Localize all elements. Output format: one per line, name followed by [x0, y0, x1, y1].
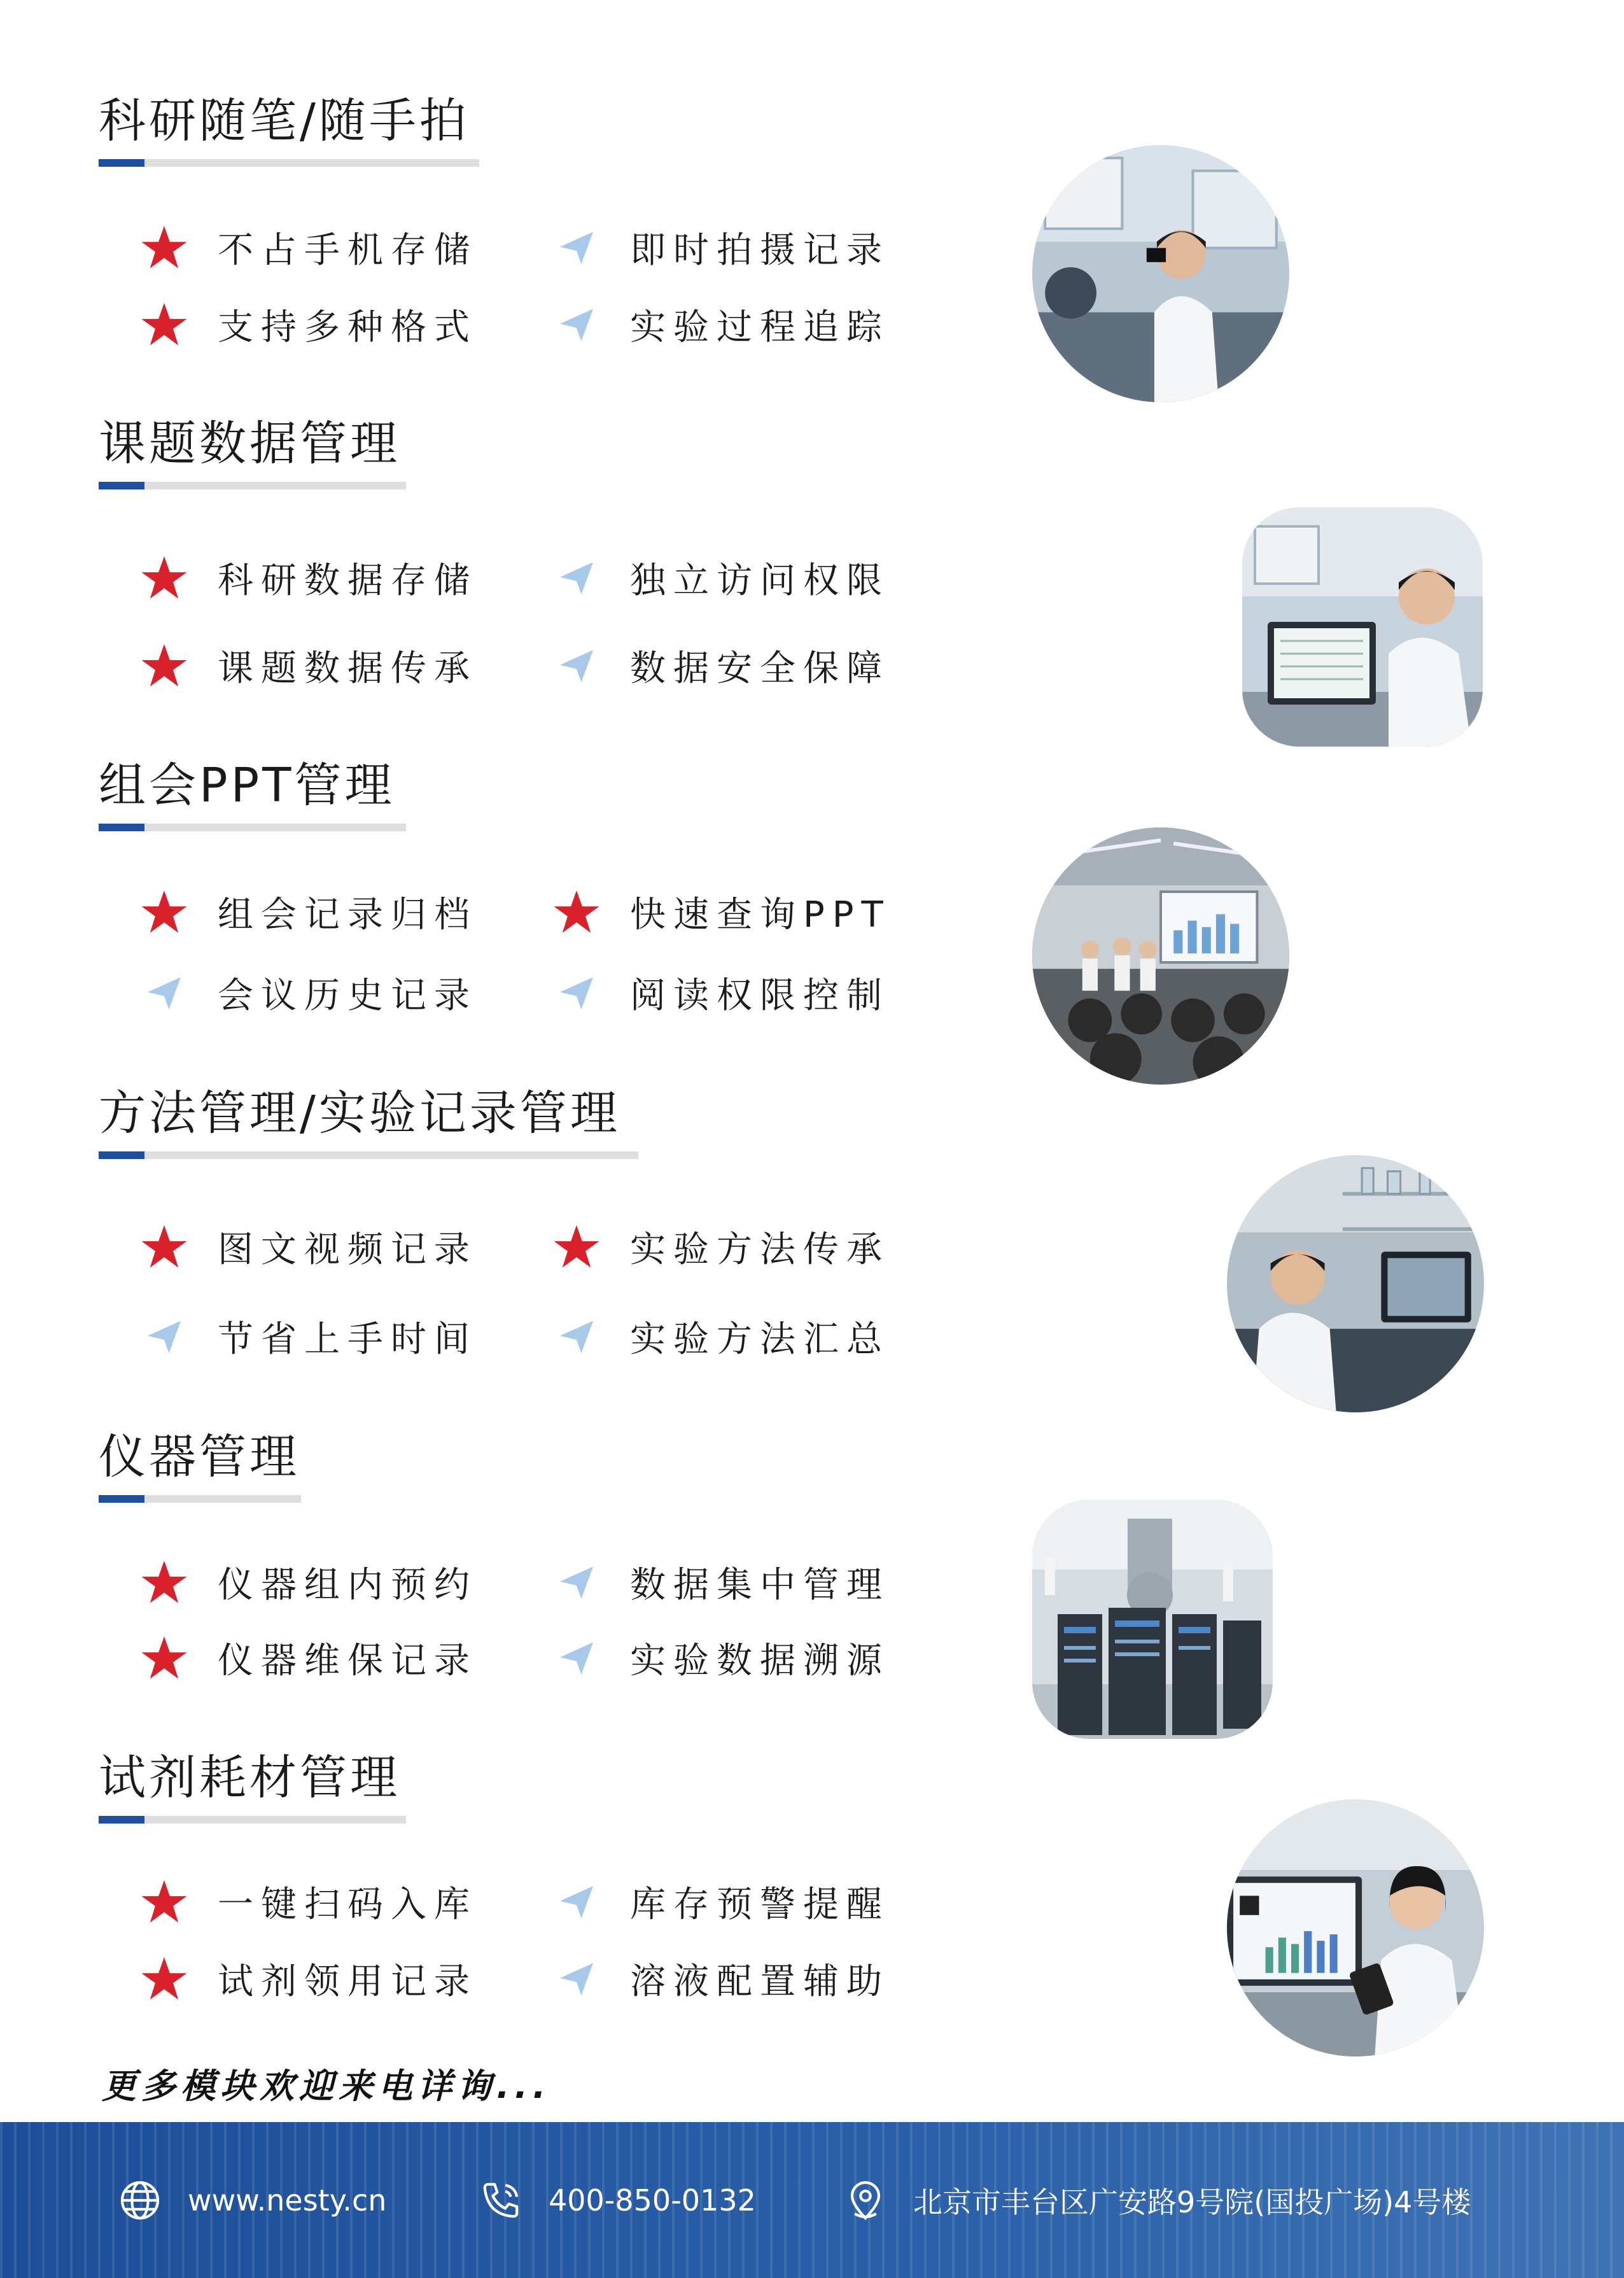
title-underline — [99, 482, 406, 489]
address-text: 北京市丰台区广安路9号院(国投广场)4号楼 — [913, 2184, 1471, 2219]
feature-label: 仪器组内预约 — [218, 1564, 477, 1606]
feature-item — [139, 299, 477, 350]
photo-scientist-computer — [1227, 1155, 1484, 1412]
feature-label: 科研数据存储 — [218, 560, 477, 601]
feature-item — [139, 1953, 477, 2004]
feature-item — [551, 1633, 890, 1684]
section-title: 组会PPT管理 — [99, 758, 395, 813]
red-star-icon — [139, 299, 190, 350]
section-title: 科研随笔/随手拍 — [99, 94, 470, 148]
feature-label: 不占手机存储 — [218, 230, 477, 271]
section-title: 课题数据管理 — [99, 416, 400, 471]
red-star-icon — [139, 1557, 190, 1608]
feature-label: 仪器维保记录 — [218, 1640, 477, 1682]
red-star-icon — [139, 1876, 190, 1927]
photo-scientist-phone — [1032, 145, 1289, 402]
title-underline — [99, 159, 479, 167]
photo-instrument-server — [1032, 1500, 1273, 1739]
arrow-icon — [551, 1633, 602, 1684]
photo-scientist-tablet — [1227, 1799, 1484, 2057]
red-star-icon — [139, 887, 190, 938]
phone-text: 400-850-0132 — [549, 2183, 756, 2218]
feature-item — [551, 887, 891, 938]
red-star-icon — [139, 1953, 190, 2004]
arrow-icon — [551, 1311, 602, 1362]
feature-item — [551, 1876, 890, 1927]
feature-label: 独立访问权限 — [630, 560, 890, 601]
red-star-icon — [139, 1633, 190, 1684]
arrow-icon — [551, 1953, 602, 2004]
feature-label: 会议历史记录 — [218, 975, 477, 1016]
more-modules-text: 更多模块欢迎来电详询... — [102, 2066, 551, 2106]
feature-label: 图文视频记录 — [218, 1229, 477, 1270]
feature-label: 课题数据传承 — [218, 648, 477, 689]
feature-item — [551, 222, 890, 273]
footer-address — [843, 2122, 1471, 2278]
title-underline — [99, 1495, 301, 1503]
feature-item — [139, 1221, 477, 1272]
feature-item — [139, 1311, 477, 1362]
section-title: 试剂耗材管理 — [99, 1750, 400, 1805]
feature-item — [551, 1557, 890, 1608]
feature-label: 数据集中管理 — [630, 1564, 890, 1606]
arrow-icon — [551, 299, 602, 350]
red-star-icon — [139, 222, 190, 273]
globe-icon — [118, 2178, 162, 2223]
section-title: 仪器管理 — [99, 1430, 300, 1484]
photo-scientist-laptop — [1242, 507, 1483, 747]
feature-label: 实验过程追踪 — [630, 307, 890, 348]
feature-item — [551, 967, 890, 1018]
title-underline — [99, 1151, 638, 1159]
feature-label: 支持多种格式 — [218, 307, 477, 348]
arrow-icon — [551, 1557, 602, 1608]
red-star-icon — [139, 1221, 190, 1272]
arrow-icon — [551, 552, 602, 603]
section-title: 方法管理/实验记录管理 — [99, 1086, 620, 1141]
feature-label: 一键扫码入库 — [218, 1884, 477, 1925]
feature-item — [139, 887, 477, 938]
feature-item — [551, 552, 890, 603]
red-star-icon — [551, 887, 602, 938]
red-star-icon — [551, 1221, 602, 1272]
feature-item — [551, 1953, 890, 2004]
photo-group-meeting — [1032, 827, 1289, 1085]
title-underline — [99, 824, 406, 831]
feature-item — [139, 1557, 477, 1608]
location-pin-icon — [843, 2178, 888, 2223]
footer-bar — [0, 2122, 1624, 2278]
feature-label: 实验数据溯源 — [630, 1640, 890, 1682]
feature-item — [139, 1633, 477, 1684]
arrow-icon — [551, 967, 602, 1018]
arrow-icon — [551, 222, 602, 273]
feature-item — [139, 640, 477, 691]
feature-item — [139, 1876, 477, 1927]
red-star-icon — [139, 640, 190, 691]
arrow-icon — [551, 1876, 602, 1927]
feature-label: 阅读权限控制 — [630, 975, 890, 1016]
feature-item — [139, 967, 477, 1018]
feature-label: 实验方法传承 — [630, 1229, 890, 1270]
feature-label: 实验方法汇总 — [630, 1319, 890, 1360]
arrow-icon — [139, 967, 190, 1018]
feature-item — [551, 1221, 890, 1272]
footer-phone[interactable] — [479, 2122, 756, 2278]
feature-label: 快速查询PPT — [630, 894, 891, 936]
feature-item — [139, 552, 477, 603]
red-star-icon — [139, 552, 190, 603]
phone-icon — [479, 2178, 523, 2223]
feature-label: 数据安全保障 — [630, 648, 890, 689]
arrow-icon — [139, 1311, 190, 1362]
feature-item — [551, 299, 890, 350]
feature-label: 试剂领用记录 — [218, 1961, 477, 2002]
website-text: www.nesty.cn — [188, 2183, 387, 2218]
feature-item — [551, 640, 890, 691]
feature-label: 溶液配置辅助 — [630, 1961, 890, 2002]
feature-label: 即时拍摄记录 — [630, 230, 890, 271]
feature-label: 组会记录归档 — [218, 894, 477, 936]
arrow-icon — [551, 640, 602, 691]
feature-label: 节省上手时间 — [218, 1319, 477, 1360]
title-underline — [99, 1816, 406, 1824]
feature-label: 库存预警提醒 — [630, 1884, 890, 1925]
footer-website[interactable] — [118, 2122, 386, 2278]
feature-item — [551, 1311, 890, 1362]
feature-item — [139, 222, 477, 273]
